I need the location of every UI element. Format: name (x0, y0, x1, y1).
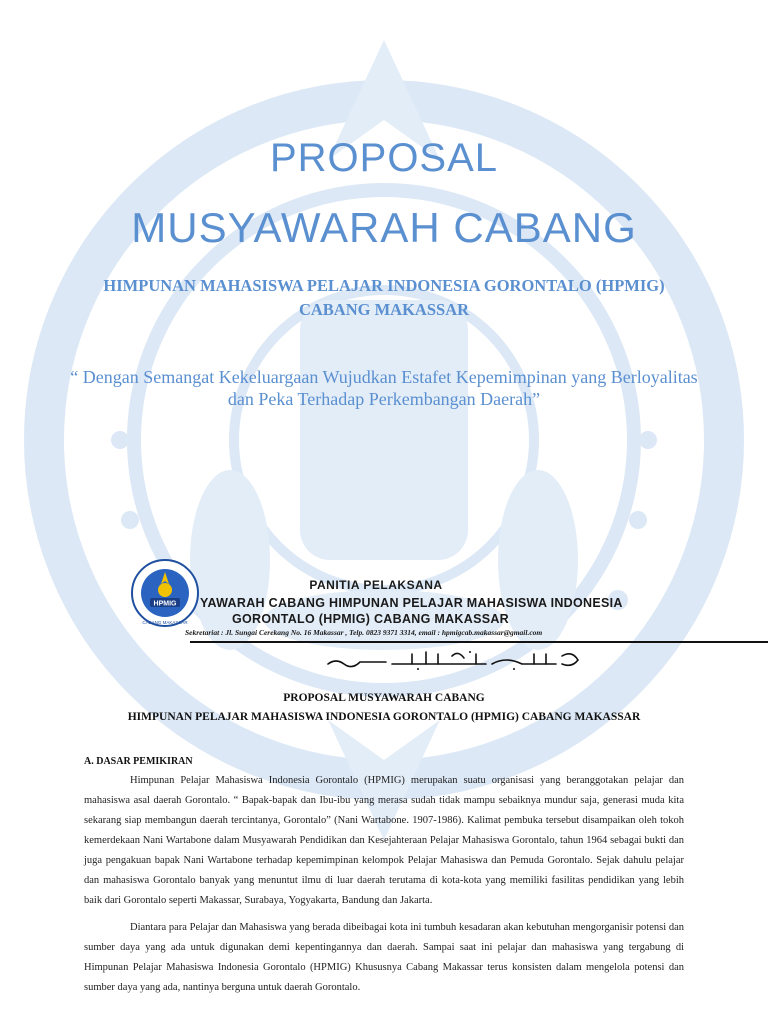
cover-motto-line2: dan Peka Terhadap Perkembangan Daerah” (227, 389, 541, 409)
basmala-calligraphy (326, 648, 582, 672)
paragraph-line: juga pengakuan bapak Nani Wartabone terhadap kepemimpinan kelompok Pelajar Mahasiswa dan Pemuda Gorontalo. Sejak dahulu pelajar (84, 855, 684, 866)
paragraph-line: Diantara para Pelajar dan Mahasiswa yang berada dibeibagai kota ini tumbuh kesadaran akan kebutuhan mengorganisir potensi dan (130, 922, 684, 933)
paragraph-line: Himpunan Pelajar Mahasiswa Indonesia Gorontalo (HPMIG) merupakan suatu organisasi yang beranggotakan pelajar dan (130, 775, 684, 786)
paragraph-line: sumber daya yang ada untuk digunakan demi kepentingannya dan daerah. Sampai saat ini pelajar dan mahasiswa yang tergabung di (84, 942, 684, 953)
document-subtitle: HIMPUNAN PELAJAR MAHASISWA INDONESIA GORONTALO (HPMIG) CABANG MAKASSAR (127, 711, 641, 723)
cover-org-name: HIMPUNAN MAHASISWA PELAJAR INDONESIA GORONTALO (HPMIG) (103, 276, 665, 295)
letterhead-divider (190, 641, 768, 643)
hpmig-logo (130, 558, 200, 628)
logo-text: HPMIG (153, 600, 177, 608)
cover-title: PROPOSAL (269, 136, 499, 180)
cover-org-branch: CABANG MAKASSAR (298, 300, 470, 319)
letterhead-branch: GORONTALO (HPMIG) CABANG MAKASSAR (232, 612, 510, 626)
letterhead-address: Sekretariat : Jl. Sungai Cerekang No. 16 Makassar , Telp. 0823 9371 3314, email : hpmigcab.makassar@gmail.com (185, 628, 543, 637)
paragraph-2 (84, 918, 684, 998)
section-heading-a: A. DASAR PEMIKIRAN (84, 756, 193, 767)
paragraph-line: kemerdekaan Nani Wartabone dalam Musyawarah Pendidikan dan Kesejahteraan Pelajar Mahasiswa Gorontalo, tahun 1964 sebagai bukti dan (84, 835, 684, 846)
letterhead-committee: PANITIA PELAKSANA (309, 578, 443, 592)
logo-caption: CABANG MAKASSAR (142, 620, 188, 625)
paragraph-1 (84, 771, 684, 911)
paragraph-line: mahasiswa asal daerah Gorontalo. “ Bapak-bapak dan Ibu-ibu yang merasa sudah tidak mampu sebaiknya mundur saja, generasi muda kita (84, 795, 684, 806)
paragraph-line: sekarang siap membangun daerah tercintanya, Gorontalo” (Nani Wartabone. 1907-1986). Kalimat pembuka tersebut disampaikan oleh tokoh (84, 815, 684, 826)
paragraph-line: Himpunan Pelajar Mahasiswa Indonesia Gorontalo (HPMIG) Khususnya Cabang Makassar terus konsisten dalam mengelola potensi dan (84, 962, 684, 973)
document-title: PROPOSAL MUSYAWARAH CABANG (283, 692, 485, 704)
paragraph-line: sumber daya yang ada, nantinya berguna untuk daerah Gorontalo. (84, 982, 361, 993)
cover-subtitle: MUSYAWARAH CABANG (131, 204, 637, 251)
letterhead-event: YAWARAH CABANG HIMPUNAN PELAJAR MAHASISWA INDONESIA (200, 596, 623, 610)
paragraph-line: dan mahasiswa Gorontalo banyak yang menuntut ilmu di luar daerah terutama di kota-kota yang memiliki fasilitas pendidikan yang lebih (84, 875, 684, 886)
paragraph-line: baik dari Gorontalo seperti Makassar, Surabaya, Yogyakarta, Bandung dan Jakarta. (84, 895, 433, 906)
cover-motto-line1: “ Dengan Semangat Kekeluargaan Wujudkan Estafet Kepemimpinan yang Berloyalitas (70, 367, 698, 387)
